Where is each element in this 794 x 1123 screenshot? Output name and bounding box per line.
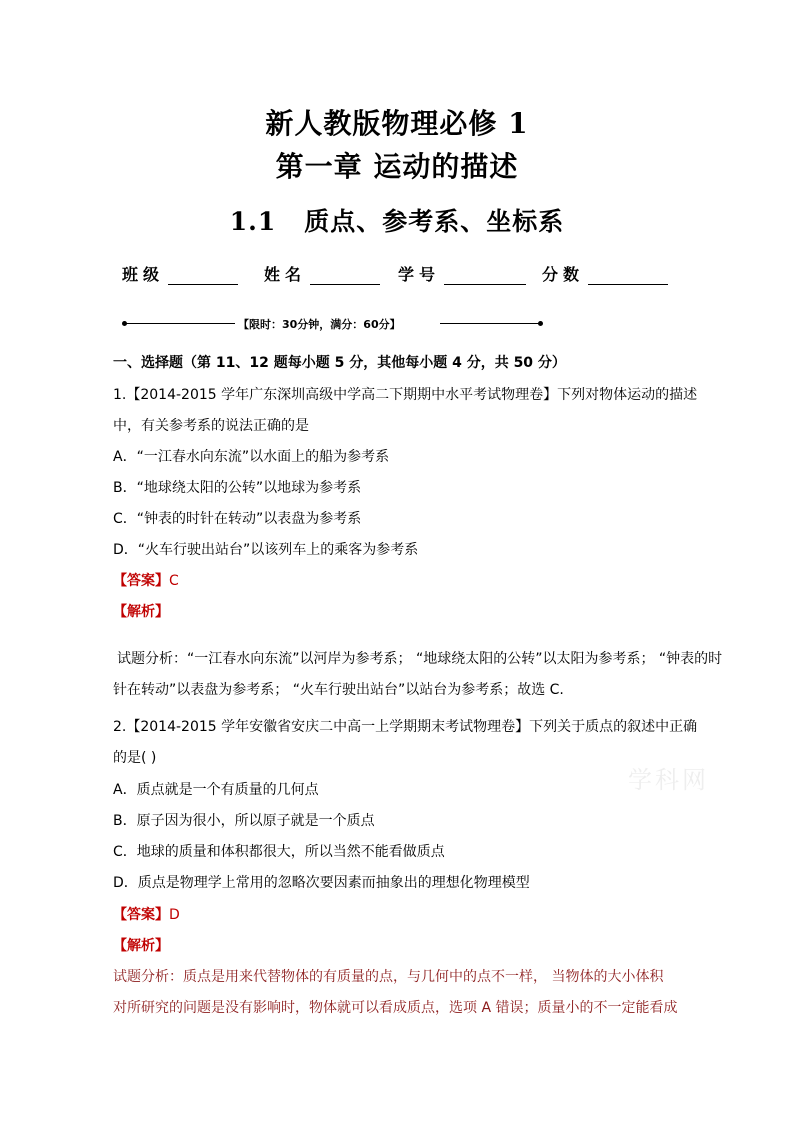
left-rule <box>125 323 235 324</box>
option-c: C．“钟表的时针在转动”以表盘为参考系 <box>113 511 362 527</box>
right-dot <box>538 321 543 326</box>
analysis-label: 【解析】 <box>113 604 169 620</box>
watermark-logo: 学科网 <box>628 766 709 794</box>
question-stem: 的是( ) <box>113 750 157 766</box>
time-limit-text: 【限时：30分钟，满分：60分】 <box>238 318 401 331</box>
analysis-text: 针在转动”以表盘为参考系； “火车行驶出站台”以站台为参考系；故选 C. <box>113 682 564 698</box>
option-c: C．地球的质量和体积都很大，所以当然不能看做质点 <box>113 844 445 860</box>
answer-line <box>113 570 179 590</box>
section-number: 1.1 <box>229 207 277 236</box>
answer-label: 【答案】 <box>113 573 169 589</box>
section-name: 质点、参考系、坐标系 <box>304 207 565 236</box>
option-d: D．“火车行驶出站台”以该列车上的乘客为参考系 <box>113 542 419 558</box>
question-stem: 中，有关参考系的说法正确的是 <box>113 418 309 434</box>
score-field[interactable]: 分数 <box>542 262 668 285</box>
student-id-field[interactable]: 学号 <box>398 262 526 285</box>
class-field[interactable]: 班级 <box>122 262 238 285</box>
analysis-text: 对所研究的问题是没有影响时，物体就可以看成质点，选项 A 错误；质量小的不一定能看成 <box>113 1000 678 1016</box>
chapter-title: 第一章 运动的描述 <box>275 150 519 183</box>
name-field[interactable]: 姓名 <box>264 262 380 285</box>
option-d: D．质点是物理学上常用的忽略次要因素而抽象出的理想化物理模型 <box>113 875 530 891</box>
answer-value: C <box>169 573 179 589</box>
analysis-label: 【解析】 <box>113 938 169 954</box>
right-rule <box>440 323 540 324</box>
option-a: A．“一江春水向东流”以水面上的船为参考系 <box>113 449 390 465</box>
section-heading: 一、选择题（第 11、12 题每小题 5 分，其他每小题 4 分，共 50 分） <box>113 355 566 371</box>
answer-label: 【答案】 <box>113 907 169 923</box>
analysis-text: 试题分析：“一江春水向东流”以河岸为参考系； “地球绕太阳的公转”以太阳为参考系； “钟表的时 <box>117 651 723 667</box>
option-b: B．原子因为很小，所以原子就是一个质点 <box>113 813 375 829</box>
student-info-row <box>122 262 682 286</box>
book-title: 新人教版物理必修 1 <box>265 107 529 140</box>
answer-value: D <box>169 907 180 923</box>
answer-line <box>113 904 180 924</box>
question-stem: 1.【2014-2015 学年广东深圳高级中学高二下期期中水平考试物理卷】下列对物体运动的描述 <box>113 387 698 403</box>
time-limit-banner <box>122 316 544 332</box>
section-title <box>0 202 794 238</box>
analysis-text: 试题分析：质点是用来代替物体的有质量的点，与几何中的点不一样， 当物体的大小体积 <box>113 969 664 985</box>
question-stem: 2.【2014-2015 学年安徽省安庆二中高一上学期期末考试物理卷】下列关于质点的叙述中正确 <box>113 719 698 735</box>
option-b: B．“地球绕太阳的公转”以地球为参考系 <box>113 480 362 496</box>
option-a: A．质点就是一个有质量的几何点 <box>113 782 319 798</box>
